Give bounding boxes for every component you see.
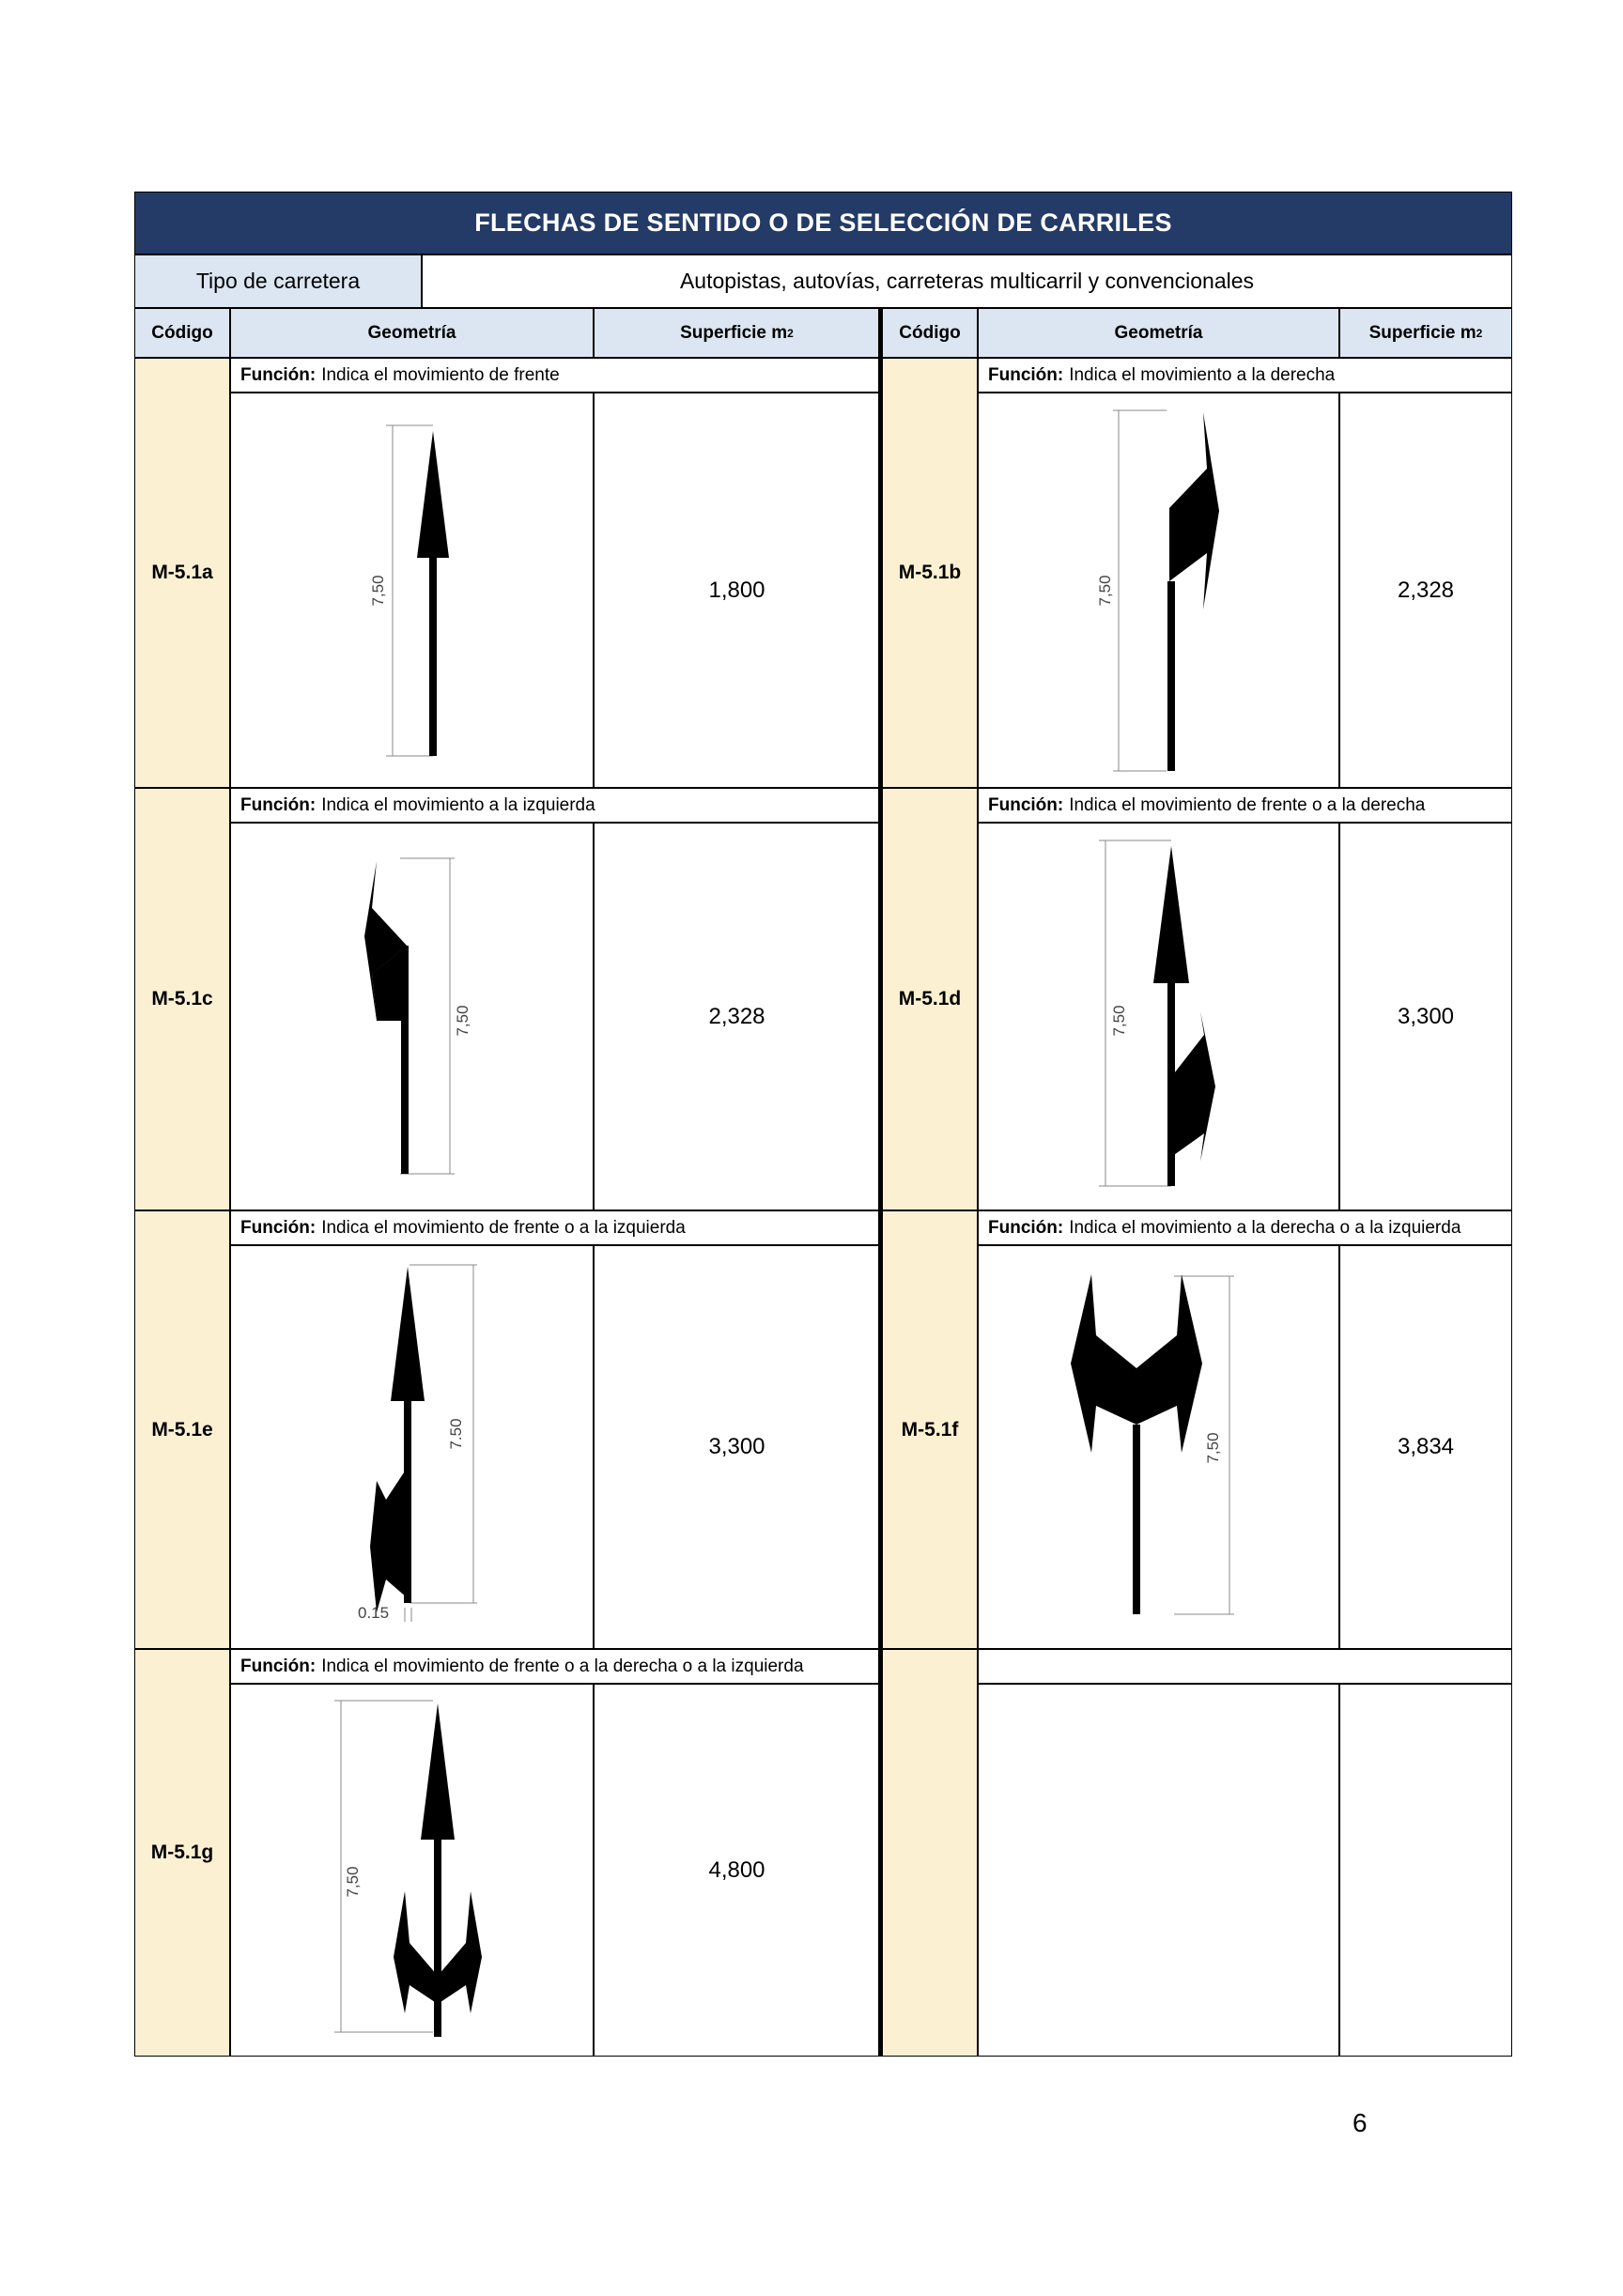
geometry-cell	[978, 393, 1339, 788]
svg-text:7,50: 7,50	[1110, 1005, 1128, 1037]
surface-value: 3,834	[1339, 1245, 1512, 1649]
code-cell: M-5.1b	[882, 358, 978, 788]
page-number: 6	[1352, 2108, 1368, 2137]
header-surface: Superficie m 2	[1339, 308, 1512, 358]
function-cell-empty	[978, 1649, 1512, 1684]
surface-value: 3,300	[1339, 823, 1512, 1210]
right-arrow-icon	[979, 393, 1340, 789]
geometry-cell	[230, 393, 594, 788]
road-type-label: Tipo de carretera	[134, 254, 422, 308]
surface-value: 1,800	[594, 393, 880, 788]
svg-text:0.15: 0.15	[358, 1604, 390, 1622]
geometry-cell	[978, 1245, 1339, 1649]
function-cell: Función: Indica el movimiento de frente	[230, 358, 880, 393]
code-cell: M-5.1c	[134, 788, 230, 1210]
code-cell: M-5.1d	[882, 788, 978, 1210]
code-cell: M-5.1e	[134, 1210, 230, 1649]
surface-value: 2,328	[594, 823, 880, 1210]
surface-value: 4,800	[594, 1684, 880, 2057]
function-cell: Función: Indica el movimiento de frente o a la izquierda	[230, 1210, 880, 1245]
table-title: FLECHAS DE SENTIDO O DE SELECCIÓN DE CARRILES	[134, 192, 1512, 254]
svg-text:7,50: 7,50	[344, 1866, 362, 1898]
function-cell: Función: Indica el movimiento a la derecha	[978, 358, 1512, 393]
geometry-cell	[230, 823, 594, 1210]
code-cell-empty	[882, 1649, 978, 2057]
code-cell: M-5.1g	[134, 1649, 230, 2057]
road-type-value: Autopistas, autovías, carreteras multicarril y convencionales	[422, 254, 1512, 308]
header-code: Código	[882, 308, 978, 358]
surface-cell-empty	[1339, 1684, 1512, 2057]
straight-arrow-icon	[231, 393, 595, 789]
svg-text:7,50: 7,50	[369, 575, 387, 607]
svg-text:7,50: 7,50	[454, 1005, 471, 1037]
function-cell: Función: Indica el movimiento de frente o a la derecha o a la izquierda	[230, 1649, 880, 1684]
code-cell: M-5.1f	[882, 1210, 978, 1649]
svg-text:7.50: 7.50	[447, 1418, 465, 1450]
straight-left-arrow-icon	[231, 1246, 595, 1650]
geometry-cell-empty	[978, 1684, 1339, 2057]
column-divider	[878, 308, 883, 2057]
header-code: Código	[134, 308, 230, 358]
function-cell: Función: Indica el movimiento de frente o a la derecha	[978, 788, 1512, 823]
left-arrow-icon	[231, 824, 595, 1211]
right-left-arrow-icon	[979, 1246, 1340, 1650]
function-cell: Función: Indica el movimiento a la derecha o a la izquierda	[978, 1210, 1512, 1245]
header-surface: Superficie m 2	[594, 308, 880, 358]
surface-value: 3,300	[594, 1245, 880, 1649]
header-geometry: Geometría	[230, 308, 594, 358]
code-cell: M-5.1a	[134, 358, 230, 788]
straight-right-left-arrow-icon	[231, 1685, 595, 2057]
geometry-cell	[230, 1684, 594, 2057]
svg-text:7,50: 7,50	[1096, 575, 1114, 607]
surface-value: 2,328	[1339, 393, 1512, 788]
header-geometry: Geometría	[978, 308, 1339, 358]
geometry-cell	[230, 1245, 594, 1649]
geometry-cell	[978, 823, 1339, 1210]
function-cell: Función: Indica el movimiento a la izquierda	[230, 788, 880, 823]
svg-text:7,50: 7,50	[1204, 1432, 1222, 1464]
straight-right-arrow-icon	[979, 824, 1340, 1211]
